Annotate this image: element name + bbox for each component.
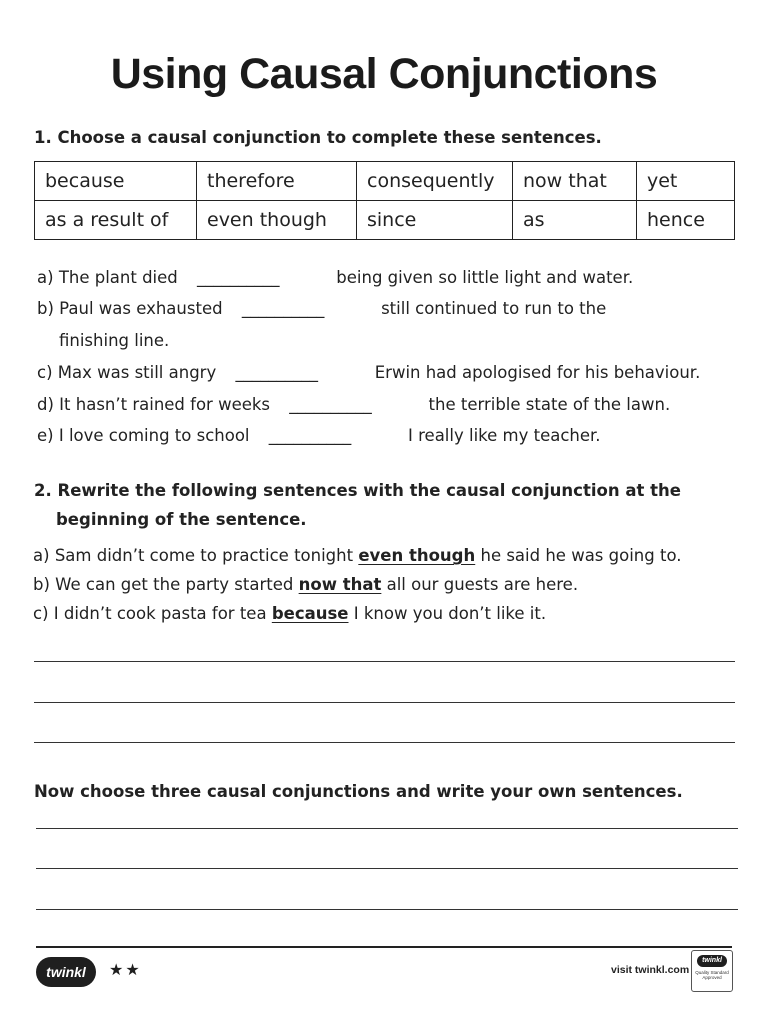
writing-line[interactable] (34, 661, 735, 662)
sentence-label: a) (37, 268, 54, 287)
word-cell: yet (637, 162, 735, 201)
sentence-start: It hasn’t rained for weeks (59, 395, 271, 414)
sentence-start: Max was still angry (57, 363, 217, 382)
fill-sentence-b (37, 299, 606, 318)
sentence-start: I didn’t cook pasta for tea (53, 604, 267, 623)
website-link[interactable]: visit twinkl.com (611, 964, 690, 976)
page-title: Using Causal Conjunctions (110, 50, 658, 98)
word-cell: as a result of (35, 201, 197, 240)
sentence-label: c) (33, 604, 49, 623)
word-bank-row (35, 201, 735, 240)
sentence-label: b) (37, 299, 54, 318)
sentence-label: c) (37, 363, 53, 382)
sentence-start: Paul was exhausted (59, 299, 223, 318)
sentence-end: he said he was going to. (480, 546, 682, 565)
word-cell: hence (637, 201, 735, 240)
rewrite-sentence-a (33, 546, 682, 565)
sentence-end: still continued to run to the (381, 299, 607, 318)
sentence-end: Erwin had apologised for his behaviour. (374, 363, 701, 382)
sentence-start: I love coming to school (58, 426, 250, 445)
sentence-end: being given so little light and water. (336, 268, 634, 287)
sentence-start: The plant died (58, 268, 178, 287)
highlighted-conjunction: now that (298, 575, 382, 594)
writing-line[interactable] (34, 742, 735, 743)
conjunction-word-bank (34, 161, 735, 240)
sentence-label: e) (37, 426, 54, 445)
word-cell: even though (197, 201, 357, 240)
word-cell: as (513, 201, 637, 240)
answer-blank[interactable]: __________ (289, 395, 372, 414)
answer-blank[interactable]: __________ (268, 426, 352, 445)
word-cell: since (357, 201, 513, 240)
question-3-heading: Now choose three causal conjunctions and write your own sentences. (34, 782, 683, 801)
fill-sentence-a (37, 268, 633, 287)
fill-sentence-e (37, 426, 601, 445)
answer-blank[interactable]: __________ (235, 363, 318, 382)
sentence-continuation: finishing line. (59, 331, 170, 350)
writing-line[interactable] (36, 868, 738, 869)
sentence-start: We can get the party started (55, 575, 294, 594)
star-rating-icon: ★★ (109, 960, 142, 979)
question-1-heading: 1. Choose a causal conjunction to complete these sentences. (34, 128, 602, 147)
word-cell: consequently (357, 162, 513, 201)
highlighted-conjunction: even though (358, 546, 476, 565)
footer-divider (36, 946, 732, 948)
rewrite-sentence-b (33, 575, 578, 594)
word-cell: therefore (197, 162, 357, 201)
twinkl-logo: twinkl (36, 957, 96, 987)
fill-sentence-c (37, 363, 700, 382)
sentence-end: the terrible state of the lawn. (428, 395, 671, 414)
sentence-end: all our guests are here. (386, 575, 579, 594)
sentence-start: Sam didn’t come to practice tonight (54, 546, 354, 565)
sentence-label: b) (33, 575, 50, 594)
word-cell: because (35, 162, 197, 201)
writing-line[interactable] (36, 828, 738, 829)
sentence-label: d) (37, 395, 54, 414)
answer-blank[interactable]: __________ (241, 299, 325, 318)
rewrite-sentence-c (33, 604, 546, 623)
sentence-end: I know you don’t like it. (353, 604, 547, 623)
badge-text: Quality Standard Approved (695, 970, 729, 980)
word-bank-row (35, 162, 735, 201)
answer-blank[interactable]: __________ (197, 268, 280, 287)
badge-brand: twinkl (697, 955, 727, 967)
word-cell: now that (513, 162, 637, 201)
question-2-heading: 2. Rewrite the following sentences with the causal conjunction at the (34, 481, 681, 500)
fill-sentence-d (37, 395, 670, 414)
writing-line[interactable] (36, 909, 738, 910)
writing-line[interactable] (34, 702, 735, 703)
question-2-heading-cont: beginning of the sentence. (56, 510, 307, 529)
sentence-label: a) (33, 546, 50, 565)
sentence-end: I really like my teacher. (408, 426, 601, 445)
quality-standard-badge-icon (691, 950, 733, 992)
highlighted-conjunction: because (271, 604, 349, 623)
